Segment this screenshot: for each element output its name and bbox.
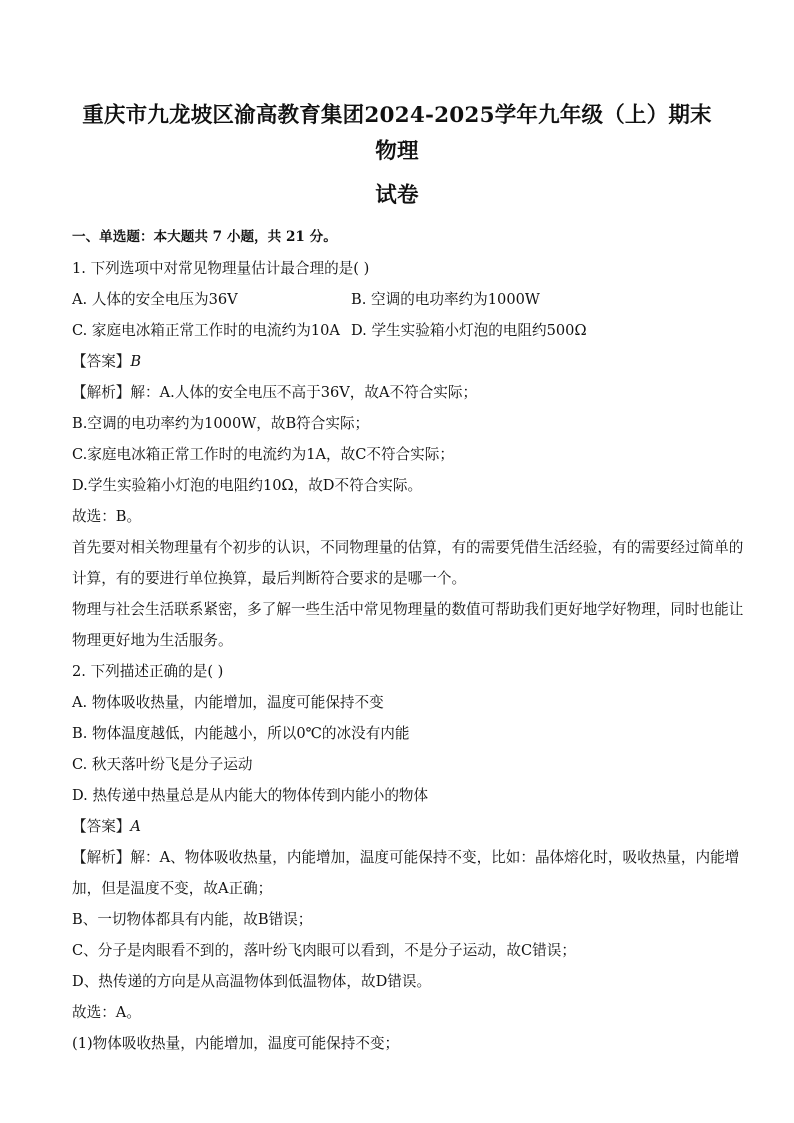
- document-title-line2: 试卷: [375, 183, 419, 208]
- q2-option-c: C. 秋天落叶纷飞是分子运动: [72, 756, 253, 773]
- q2-analysis-line-4: D、热传递的方向是从高温物体到低温物体，故D错误。: [72, 973, 432, 990]
- q1-analysis-line-0: [72, 377, 722, 408]
- q2-stem: 2. 下列描述正确的是( ): [72, 663, 224, 680]
- q1-answer-tag: 【答案】: [72, 353, 131, 370]
- q2-answer-value: A: [130, 818, 141, 835]
- section-heading: 一、单选题：本大题共 7 小题，共 21 分。: [72, 229, 337, 245]
- document-title-line1: 重庆市九龙坡区渝高教育集团2024-2025学年九年级（上）期末物理: [82, 103, 712, 164]
- q1-analysis-line-2: C.家庭电冰箱正常工作时的电流约为1A，故C不符合实际；: [72, 446, 454, 463]
- q2-analysis-line-6: (1)物体吸收热量，内能增加，温度可能保持不变；: [72, 1035, 400, 1052]
- q1-answer: [72, 346, 722, 377]
- q1-option-d: D. 学生实验箱小灯泡的电阻约500Ω: [351, 322, 587, 339]
- q2-analysis-text: 解：A、物体吸收热量，内能增加，温度可能保持不变，比如：晶体熔化时，吸收热量，内能增: [130, 849, 740, 866]
- q2-option-b: B. 物体温度越低，内能越小，所以0℃的冰没有内能: [72, 725, 410, 742]
- q1-analysis-tag: 【解析】: [72, 384, 131, 401]
- q1-option-b: B. 空调的电功率约为1000W: [351, 291, 540, 308]
- q1-options-row2: [72, 315, 722, 346]
- q2-answer-tag: 【答案】: [72, 818, 131, 835]
- q1-options-row1: [72, 284, 722, 315]
- q1-analysis-line-6: 计算，有的要进行单位换算，最后判断符合要求的是哪一个。: [72, 570, 467, 587]
- q1-analysis-line-5: 首先要对相关物理量有个初步的认识，不同物理量的估算，有的需要凭借生活经验，有的需要经过简单的: [72, 539, 744, 556]
- q1-analysis-line-1: B.空调的电功率约为1000W，故B符合实际；: [72, 415, 370, 432]
- q2-analysis-line-3: C、分子是肉眼看不到的，落叶纷飞肉眼可以看到，不是分子运动，故C错误；: [72, 942, 576, 959]
- q1-analysis-line-8: 物理更好地为生活服务。: [72, 632, 233, 649]
- q1-analysis-line-4: 故选：B。: [72, 508, 142, 525]
- q2-option-a: A. 物体吸收热量，内能增加，温度可能保持不变: [72, 694, 384, 711]
- q2-analysis-line-0: [72, 842, 740, 873]
- q2-option-d: D. 热传递中热量总是从内能大的物体传到内能小的物体: [72, 787, 429, 804]
- q1-stem: 1. 下列选项中对常见物理量估计最合理的是( ): [72, 260, 370, 277]
- q2-analysis-line-5: 故选：A。: [72, 1004, 141, 1021]
- q1-option-c: C. 家庭电冰箱正常工作时的电流约为10A: [72, 322, 340, 339]
- q1-analysis-text: 解：A.人体的安全电压不高于36V，故A不符合实际；: [130, 384, 478, 401]
- q1-answer-value: B: [130, 353, 142, 370]
- q2-analysis-tag: 【解析】: [72, 849, 131, 866]
- q1-analysis-line-7: 物理与社会生活联系紧密，多了解一些生活中常见物理量的数值可帮助我们更好地学好物理，同时也能让: [72, 601, 744, 618]
- q1-option-a: A. 人体的安全电压为36V: [72, 291, 238, 308]
- q2-answer: [72, 811, 722, 842]
- q2-analysis-line-2: B、一切物体都具有内能，故B错误；: [72, 911, 313, 928]
- q2-analysis-line-1: 加，但是温度不变，故A正确；: [72, 880, 273, 897]
- q1-analysis-line-3: D.学生实验箱小灯泡的电阻约10Ω，故D不符合实际。: [72, 477, 423, 494]
